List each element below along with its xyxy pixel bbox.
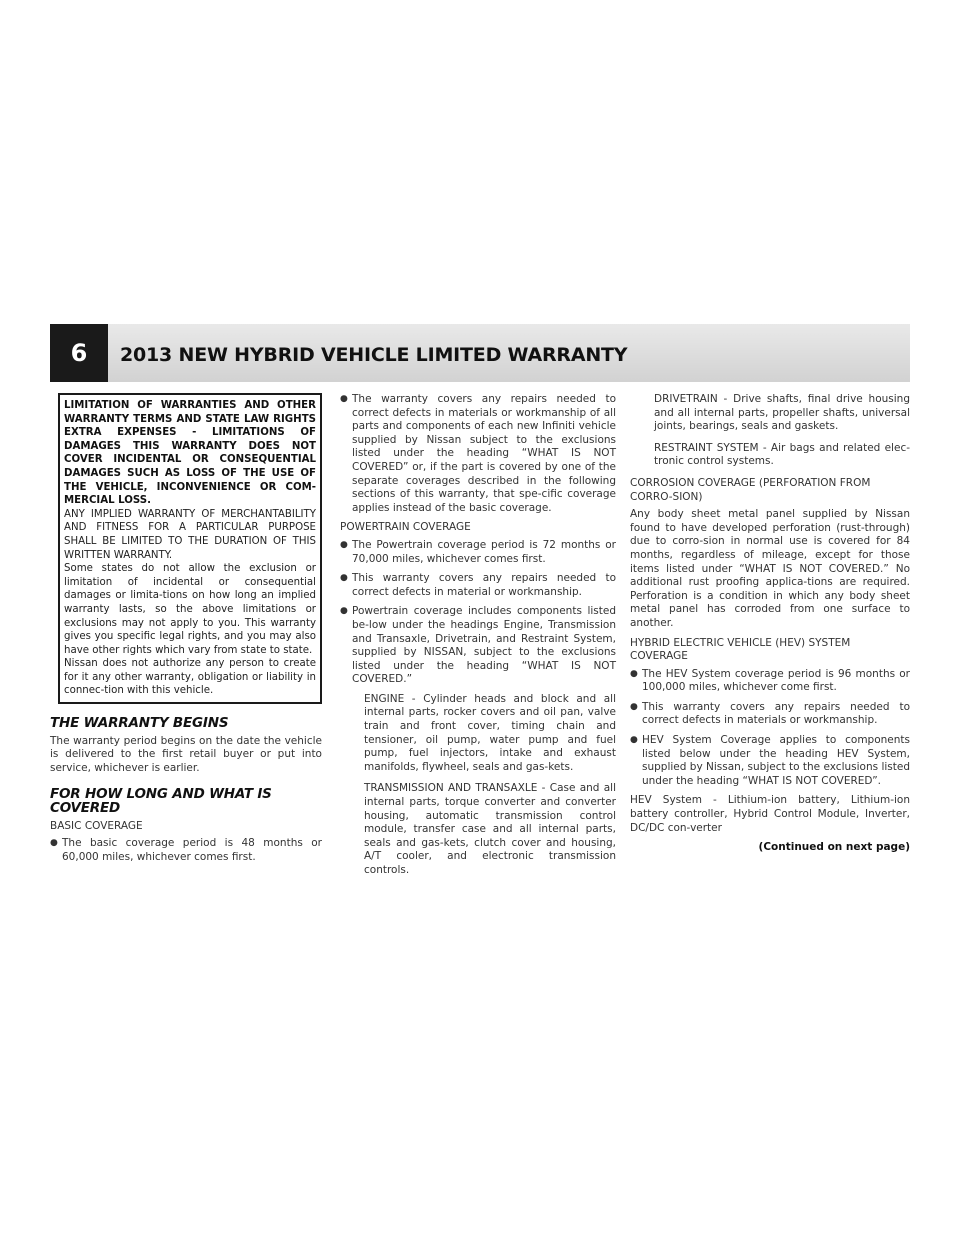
list-item bbox=[630, 701, 910, 728]
limitation-para-2: Some states do not allow the exclusion or limitation of incidental or consequential damages or limita-tions on how long an implied warranty lasts, so the above limitations or exclusions may not apply to you. This warranty gives you specific legal rights, and you may also have other rights which vary from state to state. bbox=[64, 563, 316, 656]
list-item bbox=[340, 605, 616, 687]
warranty-begins-heading: THE WARRANTY BEGINS bbox=[50, 715, 229, 732]
bullet-icon: ● bbox=[630, 701, 638, 712]
bullet-icon: ● bbox=[340, 394, 348, 404]
powertrain-label: POWERTRAIN COVERAGE bbox=[340, 521, 471, 534]
column-3 bbox=[630, 393, 910, 855]
column-1 bbox=[50, 393, 322, 870]
restraint-text: RESTRAINT SYSTEM - Air bags and related elec-tronic control systems. bbox=[654, 441, 910, 468]
list-item bbox=[340, 539, 616, 566]
transmission-text: TRANSMISSION AND TRANSAXLE - Case and all internal parts, torque converter and converter housing, automatic transmission control module, transfer case and all internal parts, seals and gas-kets, clutch cover and housing, A/T cooler, and electronic transmission controls. bbox=[364, 782, 616, 876]
page-title: 2013 NEW HYBRID VEHICLE LIMITED WARRANTY bbox=[120, 344, 628, 366]
list-item bbox=[50, 837, 322, 864]
limitation-para-1: ANY IMPLIED WARRANTY OF MERCHANTABILITY AND FITNESS FOR A PARTICULAR PURPOSE SHALL BE LIMITED TO THE DURATION OF THIS WRITTEN WARRANTY. bbox=[64, 508, 316, 561]
column-2 bbox=[340, 393, 616, 886]
hev-system-text: HEV System - Lithium-ion battery, Lithium-ion battery controller, Hybrid Control Module, Inverter, DC/DC con-verter bbox=[630, 794, 910, 834]
list-item bbox=[630, 668, 910, 695]
list-item bbox=[340, 572, 616, 599]
hev-bullet-1: The HEV System coverage period is 96 months or 100,000 miles, whichever come first. bbox=[642, 667, 910, 694]
powertrain-bullet-3: Powertrain coverage includes components listed be-low under the headings Engine, Transmission and Transaxle, Drivetrain, and Restraint System, supplied by NISSAN, subject to the exclusions listed under the heading “WHAT IS NOT COVERED.” bbox=[352, 605, 616, 686]
bullet-icon: ● bbox=[50, 838, 58, 849]
engine-text: ENGINE - Cylinder heads and block and all internal parts, rocker covers and oil pan, valve train and front cover, timing chain and tensioner, oil pump, water pump and fuel pump, fuel injectors, intake and exhaust manifolds, flywheel, seals and gas-kets. bbox=[364, 692, 616, 773]
powertrain-bullet-2: This warranty covers any repairs needed to correct defects in material or workmanship. bbox=[352, 572, 616, 598]
limitation-heading: LIMITATION OF WARRANTIES AND OTHER WARRANTY TERMS AND STATE LAW RIGHTS EXTRA EXPENSES - LIMITATIONS OF DAMAGES THIS WARRANTY DOES NOT COVER INCIDENTAL OR CONSEQUENTIAL DAMAGES SUCH AS LOSS OF THE USE OF THE VEHICLE, INCONVENIENCE OR COM-MERCIAL LOSS. bbox=[64, 400, 316, 507]
limitation-box bbox=[58, 393, 322, 704]
bullet-icon: ● bbox=[340, 539, 348, 550]
how-long-heading: FOR HOW LONG AND WHAT IS COVERED bbox=[50, 786, 272, 817]
bullet-icon: ● bbox=[340, 606, 348, 617]
bullet-icon: ● bbox=[630, 668, 638, 679]
page-number: 6 bbox=[50, 324, 108, 382]
limitation-para-3: Nissan does not authorize any person to create for it any other warranty, obligation or liability in connec-tion with this vehicle. bbox=[64, 658, 316, 697]
bullet-icon: ● bbox=[340, 573, 348, 584]
basic-bullet-1: The basic coverage period is 48 months or 60,000 miles, whichever comes first. bbox=[62, 837, 322, 863]
corrosion-label: CORROSION COVERAGE (PERFORATION FROM CORRO-SION) bbox=[630, 476, 871, 503]
basic-bullet-2: The warranty covers any repairs needed to correct defects in materials or workmanship of all parts and components of each new Infiniti vehicle supplied by Nissan subject to the exclusions listed under the heading “WHAT IS NOT COVERED” or, if the part is covered by one of the separate coverages described in the following sections of this warranty, that spe-cific coverage applies instead of the basic coverage. bbox=[352, 393, 616, 514]
hev-label: HYBRID ELECTRIC VEHICLE (HEV) SYSTEM COVERAGE bbox=[630, 636, 851, 663]
corrosion-text: Any body sheet metal panel supplied by Nissan found to have developed perforation (rust-through) due to corro-sion in normal use is covered for 84 months, regardless of mileage, except for those items listed under “WHAT IS NOT COVERED.” No additional rust proofing applica-tions are required. Perforation is a condition in which any body sheet metal panel has corroded from one surface to another. bbox=[630, 508, 910, 629]
hev-bullet-2: This warranty covers any repairs needed to correct defects in materials or workmanship. bbox=[642, 700, 910, 727]
warranty-begins-text: The warranty period begins on the date the vehicle is delivered to the first retail buyer or put into service, whichever is earlier. bbox=[50, 734, 322, 774]
bullet-icon: ● bbox=[630, 735, 638, 746]
basic-coverage-label: BASIC COVERAGE bbox=[50, 819, 143, 832]
powertrain-bullet-1: The Powertrain coverage period is 72 months or 70,000 miles, whichever comes first. bbox=[352, 538, 616, 565]
list-item bbox=[630, 734, 910, 788]
hev-bullet-3: HEV System Coverage applies to components listed below under the heading HEV System, supplied by Nissan, subject to the exclusions listed under the heading “WHAT IS NOT COVERED”. bbox=[642, 734, 910, 787]
continued-note: (Continued on next page) bbox=[758, 841, 910, 854]
list-item bbox=[340, 393, 616, 515]
drivetrain-text: DRIVETRAIN - Drive shafts, final drive housing and all internal parts, propeller shafts, universal joints, bearings, seals and gaskets. bbox=[654, 393, 910, 433]
